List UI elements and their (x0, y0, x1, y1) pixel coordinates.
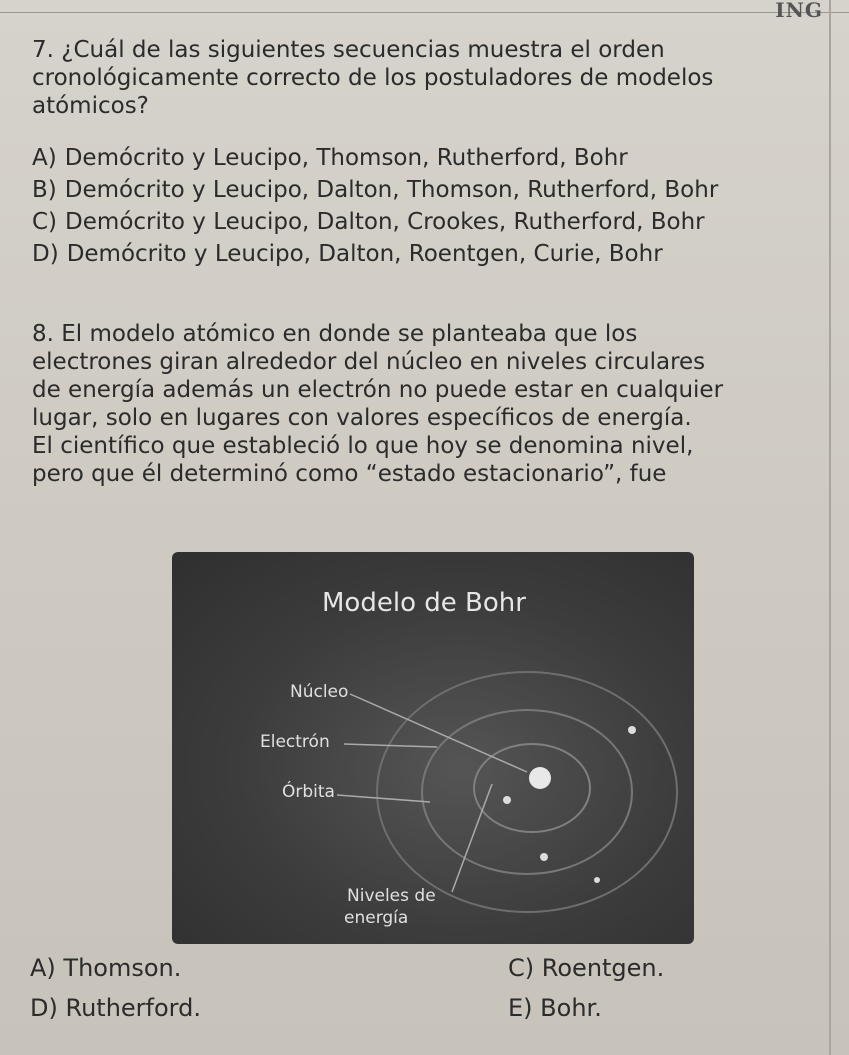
electron-pointer (344, 744, 437, 747)
answer-letter: C) (508, 954, 535, 982)
answer-text: Bohr. (540, 994, 602, 1022)
option-letter: B) (32, 177, 57, 203)
question-7 (32, 36, 827, 120)
option-text: Demócrito y Leucipo, Thomson, Rutherford, Bohr (64, 145, 628, 171)
answer-text: Rutherford. (65, 994, 201, 1022)
top-divider (0, 12, 849, 13)
electron-icon (628, 726, 636, 734)
label-energy-levels-2: energía (344, 908, 409, 928)
label-energy-levels: Niveles de (347, 886, 436, 906)
bohr-model-figure (172, 552, 694, 944)
answer-letter: D) (30, 994, 58, 1022)
question-8-line: lugar, solo en lugares con valores específicos de energía. (32, 405, 692, 431)
energy-level-inner (474, 744, 590, 832)
option-text: Demócrito y Leucipo, Dalton, Roentgen, Curie, Bohr (66, 241, 663, 267)
option-text: Demócrito y Leucipo, Dalton, Thomson, Rutherford, Bohr (64, 177, 719, 203)
energy-level-middle (422, 710, 632, 874)
question-8-line: 8. El modelo atómico en donde se planteaba que los (32, 321, 638, 347)
answer-d[interactable] (30, 988, 201, 1028)
electron-icon (540, 853, 548, 861)
question-8-line: electrones giran alrededor del núcleo en niveles circulares (32, 349, 706, 375)
question-7-line: cronológicamente correcto de los postuladores de modelos (32, 65, 714, 91)
answer-a[interactable] (30, 948, 181, 988)
question-8 (32, 320, 827, 488)
header-fragment: ING (775, 0, 823, 22)
option-letter: C) (32, 209, 58, 235)
energy-levels-pointer (452, 784, 492, 892)
question-8-line: de energía además un electrón no puede estar en cualquier (32, 377, 724, 403)
answer-e[interactable] (508, 988, 602, 1028)
option-a[interactable] (32, 142, 832, 174)
option-d[interactable] (32, 238, 832, 270)
answer-letter: E) (508, 994, 533, 1022)
question-7-options (32, 142, 832, 270)
answer-text: Roentgen. (541, 954, 665, 982)
option-text: Demócrito y Leucipo, Dalton, Crookes, Rutherford, Bohr (65, 209, 705, 235)
answer-text: Thomson. (63, 954, 182, 982)
option-letter: A) (32, 145, 57, 171)
label-nucleus: Núcleo (290, 682, 349, 702)
label-orbit: Órbita (282, 782, 335, 802)
electron-icon (594, 877, 600, 883)
nucleus-icon (529, 767, 551, 789)
orbit-pointer (337, 795, 430, 802)
question-7-line: 7. ¿Cuál de las siguientes secuencias muestra el orden (32, 37, 665, 63)
question-8-line: pero que él determinó como “estado estacionario”, fue (32, 461, 667, 487)
question-8-line: El científico que estableció lo que hoy se denomina nivel, (32, 433, 694, 459)
label-electron: Electrón (260, 732, 330, 752)
option-letter: D) (32, 241, 59, 267)
figure-title: Modelo de Bohr (322, 588, 526, 618)
option-b[interactable] (32, 174, 832, 206)
nucleus-pointer (350, 694, 527, 772)
electron-icon (503, 796, 511, 804)
option-c[interactable] (32, 206, 832, 238)
question-7-line: atómicos? (32, 93, 149, 119)
answer-letter: A) (30, 954, 56, 982)
answer-c[interactable] (508, 948, 664, 988)
